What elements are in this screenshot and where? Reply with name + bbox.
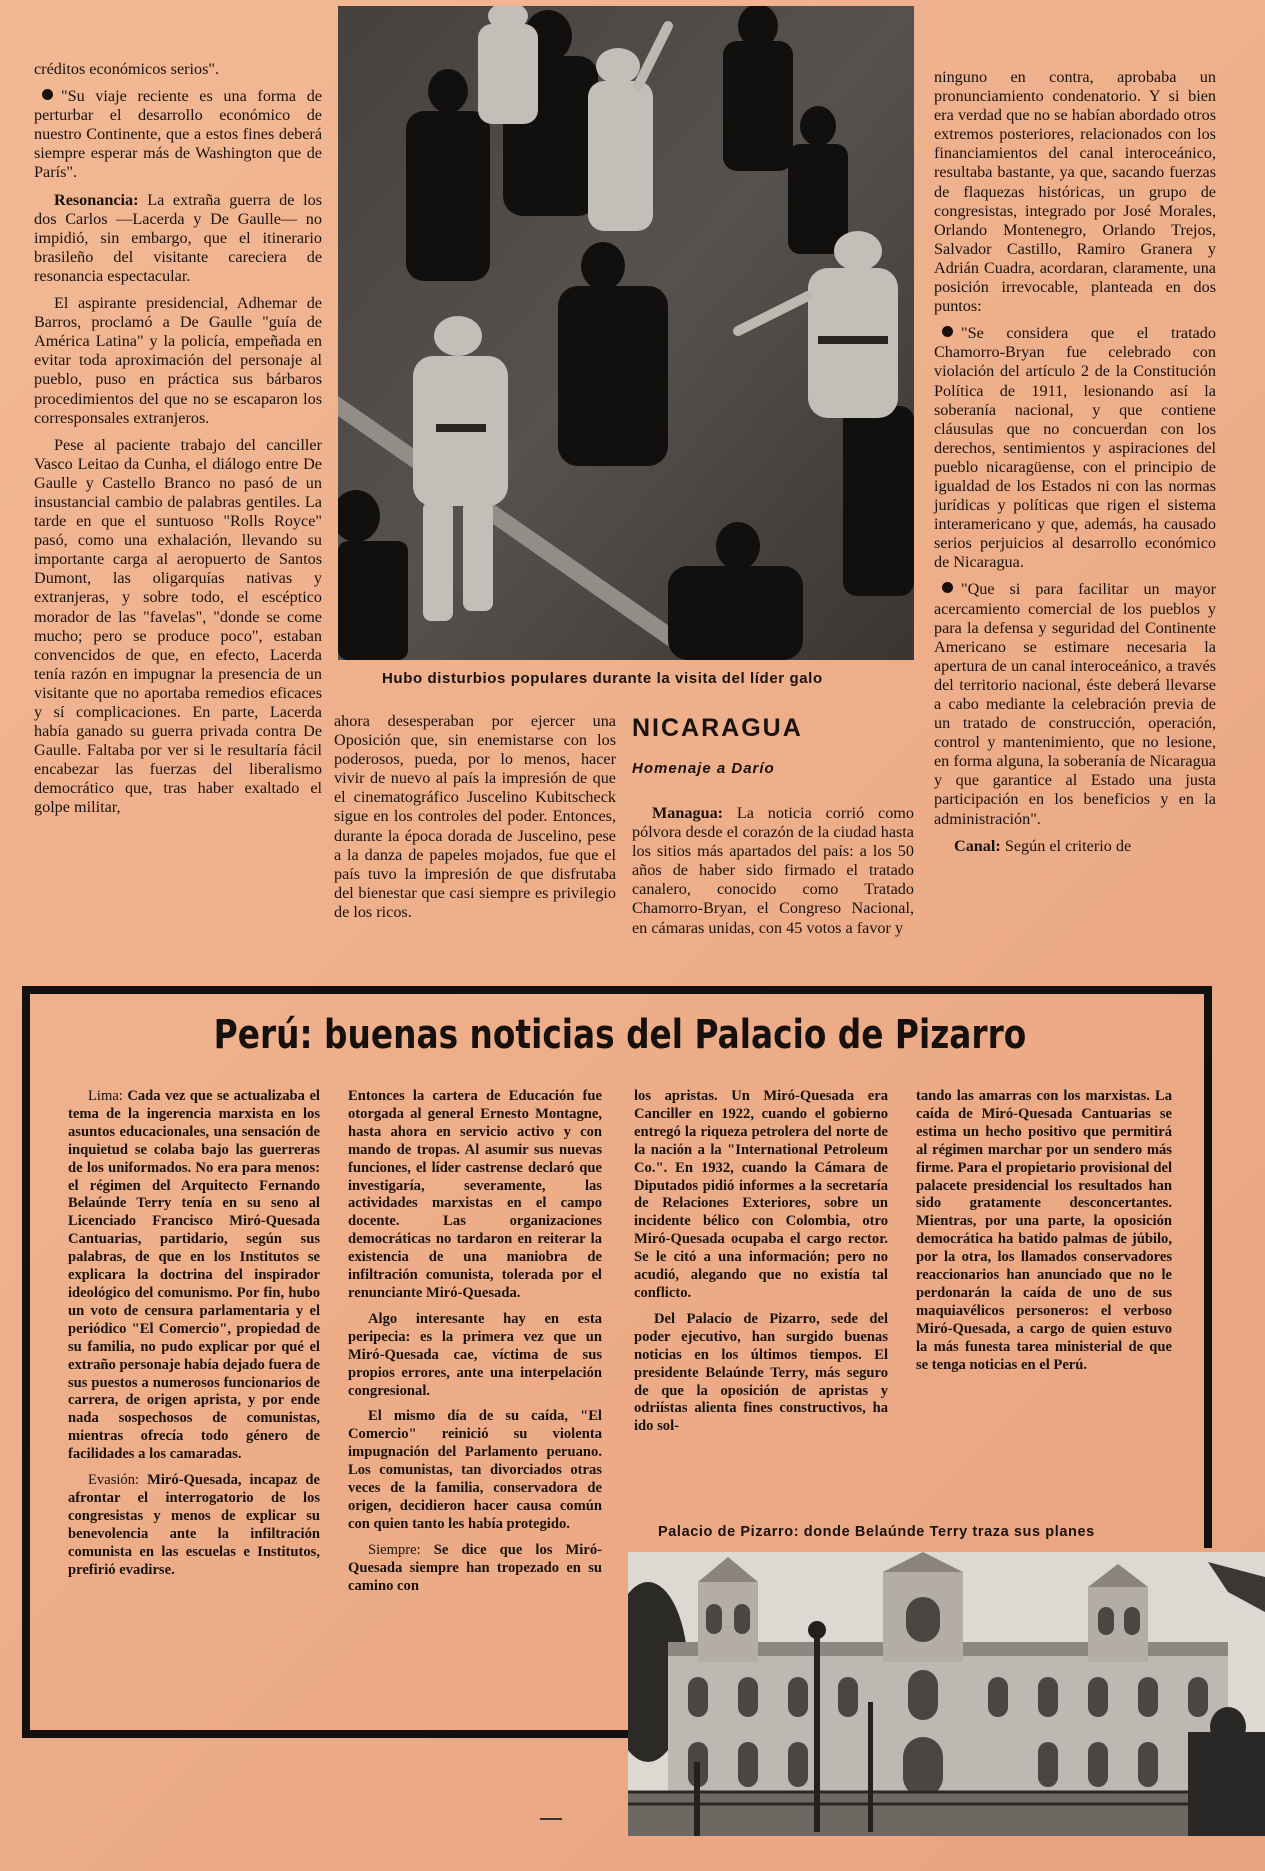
riot-photo-caption: Hubo disturbios populares durante la visita del líder galo <box>382 670 823 687</box>
bullet-icon <box>42 89 53 100</box>
nicaragua-heading: NICARAGUA <box>632 714 803 742</box>
col2-p1: ahora desesperaban por ejercer una Oposición que, sin enemistarse con los poderosos, pueda, por lo menos, hacer vivir de nuevo al país la impresión de que el cinematográfico Juscelino Kubitscheck sigue en los controles del poder. Entonces, durante la época dorada de Juscelino, pese a la danza de papeles mojados, fue que el país tuvo la impresión de que disfrutaba del bienestar que casi siempre es privilegio de los ricos. <box>334 712 616 921</box>
peru-box-border-right <box>1204 986 1212 1548</box>
peru-c3-p1: los apristas. Un Miró-Quesada era Canciller en 1922, cuando el gobierno entregó la riqueza petrolera del norte de la nación a la "International Petroleum Co.". En 1932, cuando la Cámara de Diputados pidió informes a la secretaría de Relaciones Exteriores, sobre un incidente bélico con Colombia, otro Miró-Quesada ocupaba el cargo rector. Se le citó a una información; pero no acudió, alegando que no existía tal conflicto. <box>634 1088 888 1301</box>
column-2 <box>334 712 616 930</box>
col4-p1: ninguno en contra, aprobaba un pronunciamiento condenatorio. Y si bien era verdad que no se habían abordado otros extremos posteriores, relacionados con los financiamientos del canal interoceánico, resultaba bastante, ya que, sacando fuerzas de flaquezas históricas, un grupo de congresistas, integrado por José Morales, Orlando Montenegro, Orlando Trejos, Salvador Castillo, Ramiro Granera y Adrián Cuadra, acordaran, claramente, una posición irrevocable, planteada en dos puntos: <box>934 68 1216 316</box>
col4-p3: "Que si para facilitar un mayor acercamiento comercial de los pueblos y para la defensa y seguridad del Continente Americano se estimare necesaria la apertura de un canal interoceánico, a través del territorio nacional, éste deberá llevarse a cabo mediante la celebración previa de un tratado de construcción, operación, control y mantenimiento, que no lesione, en forma alguna, la soberanía de Nicaragua y que garantice al Estado una justa participación en los beneficios y en la administración". <box>934 580 1216 828</box>
column-3 <box>632 804 914 946</box>
column-1 <box>34 60 322 826</box>
peru-column-3 <box>634 1088 888 1444</box>
peru-c2-p3: El mismo día de su caída, "El Comercio" reinició su violenta impugnación del Parlamento peruano. Los comunistas, tan divorciados otras veces de la familia, conservadora de origen, decidieron hacer causa común con quien tanto les había protegido. <box>348 1408 602 1532</box>
col1-p1: créditos económicos serios". <box>34 60 220 78</box>
peru-c2-p1: Entonces la cartera de Educación fue otorgada al general Ernesto Montagne, hasta ahora en servicio activo y con mando de tropas. Al asumir sus nuevas funciones, el líder castrense declaró que investigaría, severamente, las actividades marxistas en el campo docente. Las organizaciones democráticas no tardaron en reiterar la existencia de una maniobra de infiltración comunista, tolerada por el renunciante Miró-Quesada. <box>348 1088 602 1301</box>
riot-photo-illustration <box>338 6 914 660</box>
column-4 <box>934 68 1216 864</box>
peru-box-border-bottom <box>22 1730 630 1738</box>
page-mark <box>540 1818 562 1820</box>
peru-c2-p2: Algo interesante hay en esta peripecia: es la primera vez que un Miró-Quesada cae, víctima de sus propios errores, ante una interpelación congresional. <box>348 1310 602 1399</box>
col1-p3: Resonancia: La extraña guerra de los dos Carlos —Lacerda y De Gaulle— no impidió, sin embargo, que el itinerario brasileño del visitante careciera de resonancia espectacular. <box>34 190 323 285</box>
nicaragua-subheading: Homenaje a Darío <box>632 760 775 777</box>
palace-photo <box>628 1552 1265 1836</box>
bullet-icon <box>942 582 953 593</box>
col4-p2: "Se considera que el tratado Chamorro-Bryan fue celebrado con violación del artículo 2 de la Constitución Política de 1911, lesionando así la soberanía nacional, y que contiene cláusulas que no concuerdan con los derechos, sentimientos y aspiraciones del pueblo nicaragüense, con el principio de igualdad de los Estados ni con las normas jurídicas y políticas que rigen el sistema interamericano y que, además, ha causado serios perjuicios al desarrollo económico de Nicaragua. <box>934 324 1216 572</box>
peru-c1-p1: Lima: Cada vez que se actualizaba el tema de la ingerencia marxista en los asuntos educacionales, una sensación de inquietud se colaba bajo las guerreras de los uniformados. No era para menos: el régimen del Arquitecto Fernando Belaúnde Terry tenía en su seno al Licenciado Francisco Miró-Quesada Cantuarias, partidario, según sus palabras, de que en los Institutos se explicara la doctrina del inspirador ideológico del comunismo. Por fin, hubo un voto de censura parlamentaria y el periódico "El Comercio", propiedad de su familia, no pudo explicar por qué el extraño personaje había dejado fuera de sus puestos a numerosos funcionarios de carrera, de origen aprista, y por ende nada sospechosos de comunistas, mientras ofrecía todo género de facilidades a los camaradas. <box>68 1088 320 1463</box>
peru-c1-p2: Evasión: Miró-Quesada, incapaz de afrontar el interrogatorio de los congresistas y menos de explicar su benevolencia ante la infiltración comunista en las escuelas e Institutos, prefirió evadirse. <box>68 1472 320 1578</box>
bullet-icon <box>942 326 953 337</box>
col4-p4: Canal: Según el criterio de <box>954 836 1132 855</box>
peru-box-border-top <box>22 986 1212 994</box>
nicaragua-p1: Managua: La noticia corrió como pólvora desde el corazón de la ciudad hasta los sitios más apartados del país: a los 50 años de haber sido firmado el tratado canalero, conocido como Tratado Chamorro-Bryan, el Congreso Nacional, en cámaras unidas, con 45 votos a favor y <box>632 804 914 937</box>
palace-photo-illustration <box>628 1552 1265 1836</box>
riot-photo <box>338 6 914 660</box>
peru-column-1 <box>68 1088 320 1587</box>
peru-headline: Perú: buenas noticias del Palacio de Pizarro <box>213 1012 1027 1058</box>
palace-photo-caption: Palacio de Pizarro: donde Belaúnde Terry traza sus planes <box>658 1524 1095 1540</box>
peru-c3-p2: Del Palacio de Pizarro, sede del poder ejecutivo, han surgido buenas noticias en los últimos tiempos. El presidente Belaúnde Terry, más seguro de que la oposición de apristas y odriístas alienta fines constructivos, ha ido sol- <box>634 1310 888 1435</box>
peru-c4-p1: tando las amarras con los marxistas. La caída de Miró-Quesada Cantuarias se estima un hecho positivo que permitirá al régimen marchar por un sendero más firme. Para el propietario provisional del palacete presidencial los resultados han sido gratamente desconcertantes. Mientras, por una parte, la oposición democrática ha batido palmas de júbilo, por la otra, los llamados conservadores reaccionarios han anunciado que no le perdonarán la caída de uno de sus maquiavélicos personeros: el verboso Miró-Quesada, a cargo de quien estuvo la más funesta tarea ministerial de que se tenga noticias en el Perú. <box>916 1088 1172 1373</box>
peru-column-4 <box>916 1088 1172 1383</box>
col1-p2: "Su viaje reciente es una forma de perturbar el desarrollo económico de nuestro Continente, que a estos fines deberá siempre esperar más de Washington que de París". <box>34 87 322 182</box>
peru-column-2 <box>348 1088 602 1603</box>
peru-box-border-left <box>22 986 30 1738</box>
peru-c2-p4: Siempre: Se dice que los Miró-Quesada siempre han tropezado en su camino con <box>348 1541 602 1594</box>
col1-p5: Pese al paciente trabajo del canciller Vasco Leitao da Cunha, el diálogo entre De Gaulle y Castello Branco no pasó de un insustancial cambio de palabras gentiles. La tarde en que el suntuoso "Rolls Royce" pasó, como una exhalación, llevando su importante carga al aeropuerto de Santos Dumont, las oligarquías nativas y extranjeras, y sobre todo, el escéptico morador de las "favelas", "donde se come mucho; pero se produce poco", estaban convencidos de que, en efecto, Lacerda tenía razón en impugnar la presencia de un visitante que no aportaba remedios eficaces y sí complicaciones. En parte, Lacerda había ganado su guerra privada contra De Gaulle. Faltaba por ver si le resultaría fácil encabezar las fuerzas del liberalismo democrático que, tras haber exaltado el golpe militar, <box>34 435 322 817</box>
col1-p4: El aspirante presidencial, Adhemar de Barros, proclamó a De Gaulle "guía de América Latina" y la policía, empeñada en evitar toda aproximación del personaje al pueblo, puso en práctica sus bárbaros procedimientos del que no se escaparon los corresponsales extranjeros. <box>34 294 322 427</box>
